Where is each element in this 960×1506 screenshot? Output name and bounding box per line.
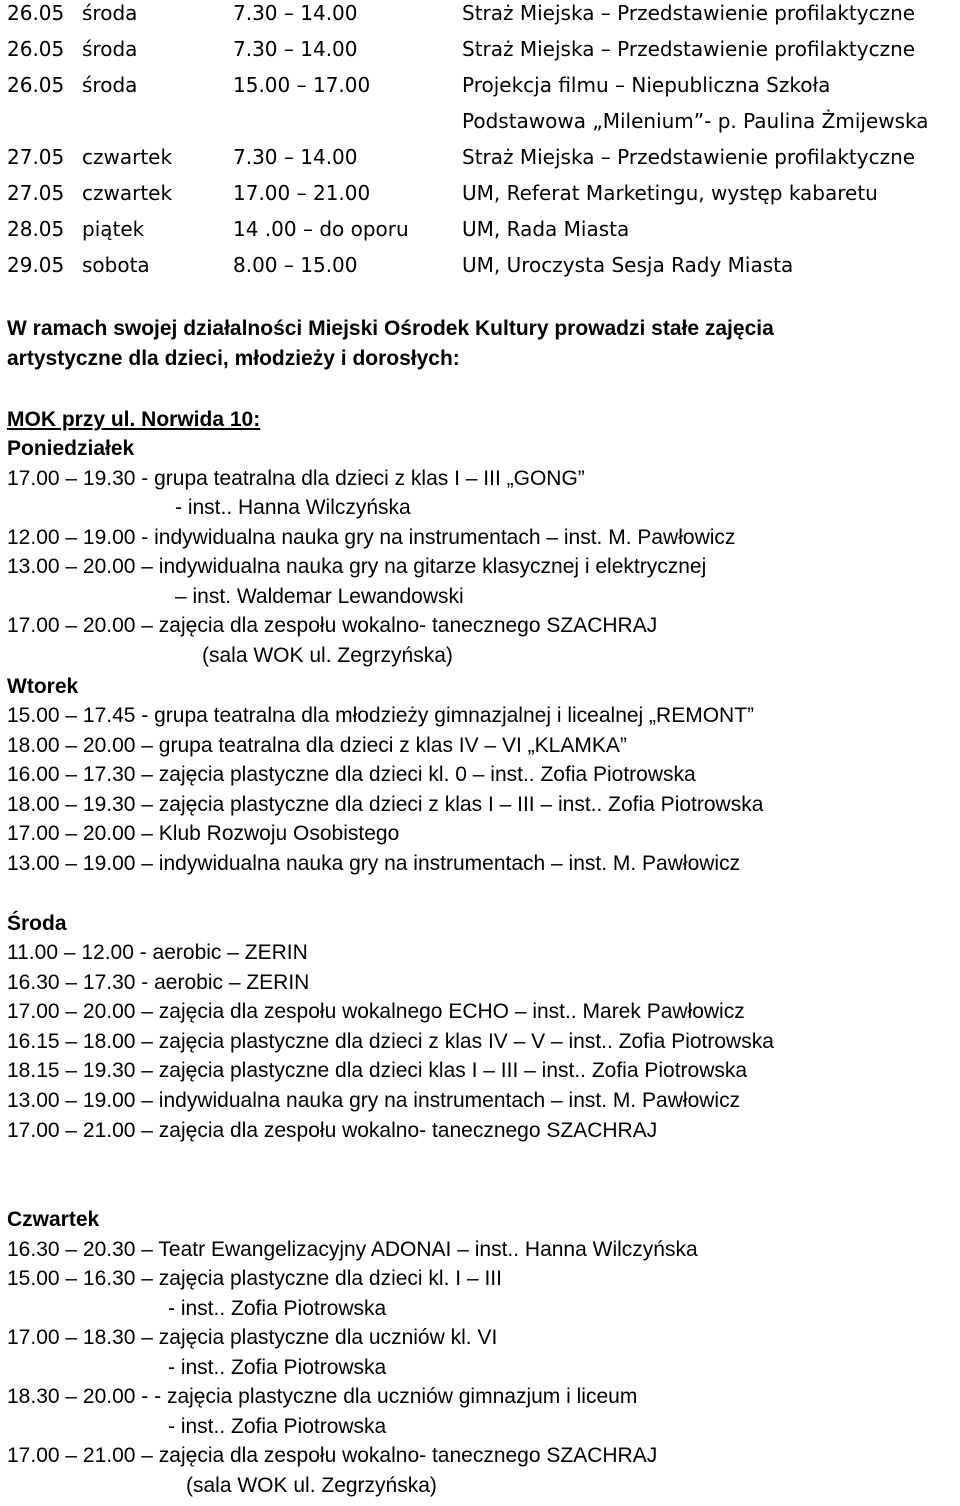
event-date: 26.05 — [7, 73, 65, 97]
event-time: 17.00 – 21.00 — [233, 181, 371, 205]
event-date: 27.05 — [7, 181, 65, 205]
schedule-line: 17.00 – 21.00 – zajęcia dla zespołu wokalno- tanecznego SZACHRAJ — [7, 1119, 658, 1142]
day-title-monday: Poniedziałek — [7, 437, 135, 460]
schedule-line: 17.00 – 20.00 – zajęcia dla zespołu wokalnego ECHO – inst.. Marek Pawłowicz — [7, 1000, 745, 1023]
schedule-line: - inst.. Zofia Piotrowska — [168, 1297, 387, 1320]
schedule-line: 18.00 – 20.00 – grupa teatralna dla dzieci z klas IV – VI „KLAMKA” — [7, 734, 627, 757]
schedule-line: 13.00 – 20.00 – indywidualna nauka gry na gitarze klasycznej i elektrycznej — [7, 555, 707, 578]
schedule-line: 13.00 – 19.00 – indywidualna nauka gry na instrumentach – inst. M. Pawłowicz — [7, 852, 741, 875]
event-description: UM, Uroczysta Sesja Rady Miasta — [462, 253, 794, 277]
day-title-wednesday: Środa — [7, 912, 67, 935]
event-description-continued: Podstawowa „Milenium”- p. Paulina Żmijewska — [462, 109, 929, 133]
schedule-line: 18.15 – 19.30 – zajęcia plastyczne dla dzieci klas I – III – inst.. Zofia Piotrowska — [7, 1059, 748, 1082]
schedule-line: 18.00 – 19.30 – zajęcia plastyczne dla dzieci z klas I – III – inst.. Zofia Piotrowska — [7, 793, 764, 816]
schedule-line: (sala WOK ul. Zegrzyńska) — [186, 1474, 437, 1497]
event-date: 29.05 — [7, 253, 65, 277]
event-time: 15.00 – 17.00 — [233, 73, 371, 97]
intro-line: artystyczne dla dzieci, młodzieży i dorosłych: — [7, 347, 460, 370]
event-date: 28.05 — [7, 217, 65, 241]
event-time: 7.30 – 14.00 — [233, 1, 358, 25]
day-title-thursday: Czwartek — [7, 1208, 100, 1231]
schedule-line: 17.00 – 18.30 – zajęcia plastyczne dla uczniów kl. VI — [7, 1326, 498, 1349]
event-row — [0, 181, 960, 217]
schedule-line: 15.00 – 17.45 - grupa teatralna dla młodzieży gimnazjalnej i licealnej „REMONT” — [7, 704, 755, 727]
event-date: 27.05 — [7, 145, 65, 169]
event-row-continuation — [0, 109, 960, 145]
schedule-line: 15.00 – 16.30 – zajęcia plastyczne dla dzieci kl. I – III — [7, 1267, 502, 1290]
day-title-tuesday: Wtorek — [7, 675, 79, 698]
event-day: środa — [82, 1, 138, 25]
schedule-line: 17.00 – 19.30 - grupa teatralna dla dzieci z klas I – III „GONG” — [7, 467, 585, 490]
schedule-line: 18.30 – 20.00 - - zajęcia plastyczne dla uczniów gimnazjum i liceum — [7, 1385, 638, 1408]
event-row — [0, 73, 960, 109]
schedule-line: (sala WOK ul. Zegrzyńska) — [202, 644, 453, 667]
schedule-line: - inst.. Zofia Piotrowska — [168, 1415, 387, 1438]
event-day: środa — [82, 73, 138, 97]
event-row — [0, 145, 960, 181]
schedule-line: – inst. Waldemar Lewandowski — [175, 585, 464, 608]
schedule-line: 17.00 – 20.00 – Klub Rozwoju Osobistego — [7, 822, 400, 845]
event-description: Projekcja filmu – Niepubliczna Szkoła — [462, 73, 831, 97]
schedule-line: 16.30 – 17.30 - aerobic – ZERIN — [7, 971, 310, 994]
event-time: 8.00 – 15.00 — [233, 253, 358, 277]
schedule-line: 16.30 – 20.30 – Teatr Ewangelizacyjny ADONAI – inst.. Hanna Wilczyńska — [7, 1238, 698, 1261]
event-date: 26.05 — [7, 1, 65, 25]
event-day: czwartek — [82, 181, 173, 205]
event-description: Straż Miejska – Przedstawienie profilaktyczne — [462, 145, 916, 169]
schedule-line: 16.00 – 17.30 – zajęcia plastyczne dla dzieci kl. 0 – inst.. Zofia Piotrowska — [7, 763, 696, 786]
event-time: 7.30 – 14.00 — [233, 37, 358, 61]
schedule-line: 17.00 – 20.00 – zajęcia dla zespołu wokalno- tanecznego SZACHRAJ — [7, 614, 658, 637]
schedule-line: 17.00 – 21.00 – zajęcia dla zespołu wokalno- tanecznego SZACHRAJ — [7, 1444, 658, 1467]
event-description: Straż Miejska – Przedstawienie profilaktyczne — [462, 37, 916, 61]
event-row — [0, 37, 960, 73]
schedule-line: 12.00 – 19.00 - indywidualna nauka gry na instrumentach – inst. M. Pawłowicz — [7, 526, 736, 549]
event-row — [0, 253, 960, 289]
intro-line: W ramach swojej działalności Miejski Ośrodek Kultury prowadzi stałe zajęcia — [7, 317, 774, 340]
event-day: piątek — [82, 217, 145, 241]
event-description: Straż Miejska – Przedstawienie profilaktyczne — [462, 1, 916, 25]
event-day: sobota — [82, 253, 150, 277]
event-row — [0, 217, 960, 253]
schedule-line: - inst.. Zofia Piotrowska — [168, 1356, 387, 1379]
schedule-line: 16.15 – 18.00 – zajęcia plastyczne dla dzieci z klas IV – V – inst.. Zofia Piotrowska — [7, 1030, 774, 1053]
event-day: czwartek — [82, 145, 173, 169]
event-time: 7.30 – 14.00 — [233, 145, 358, 169]
schedule-line: 13.00 – 19.00 – indywidualna nauka gry na instrumentach – inst. M. Pawłowicz — [7, 1089, 741, 1112]
event-time: 14 .00 – do oporu — [233, 217, 409, 241]
event-description: UM, Referat Marketingu, występ kabaretu — [462, 181, 878, 205]
schedule-line: 11.00 – 12.00 - aerobic – ZERIN — [7, 941, 308, 964]
event-row — [0, 1, 960, 37]
event-day: środa — [82, 37, 138, 61]
event-description: UM, Rada Miasta — [462, 217, 630, 241]
schedule-line: - inst.. Hanna Wilczyńska — [175, 496, 411, 519]
location-heading: MOK przy ul. Norwida 10: — [7, 408, 261, 431]
event-date: 26.05 — [7, 37, 65, 61]
